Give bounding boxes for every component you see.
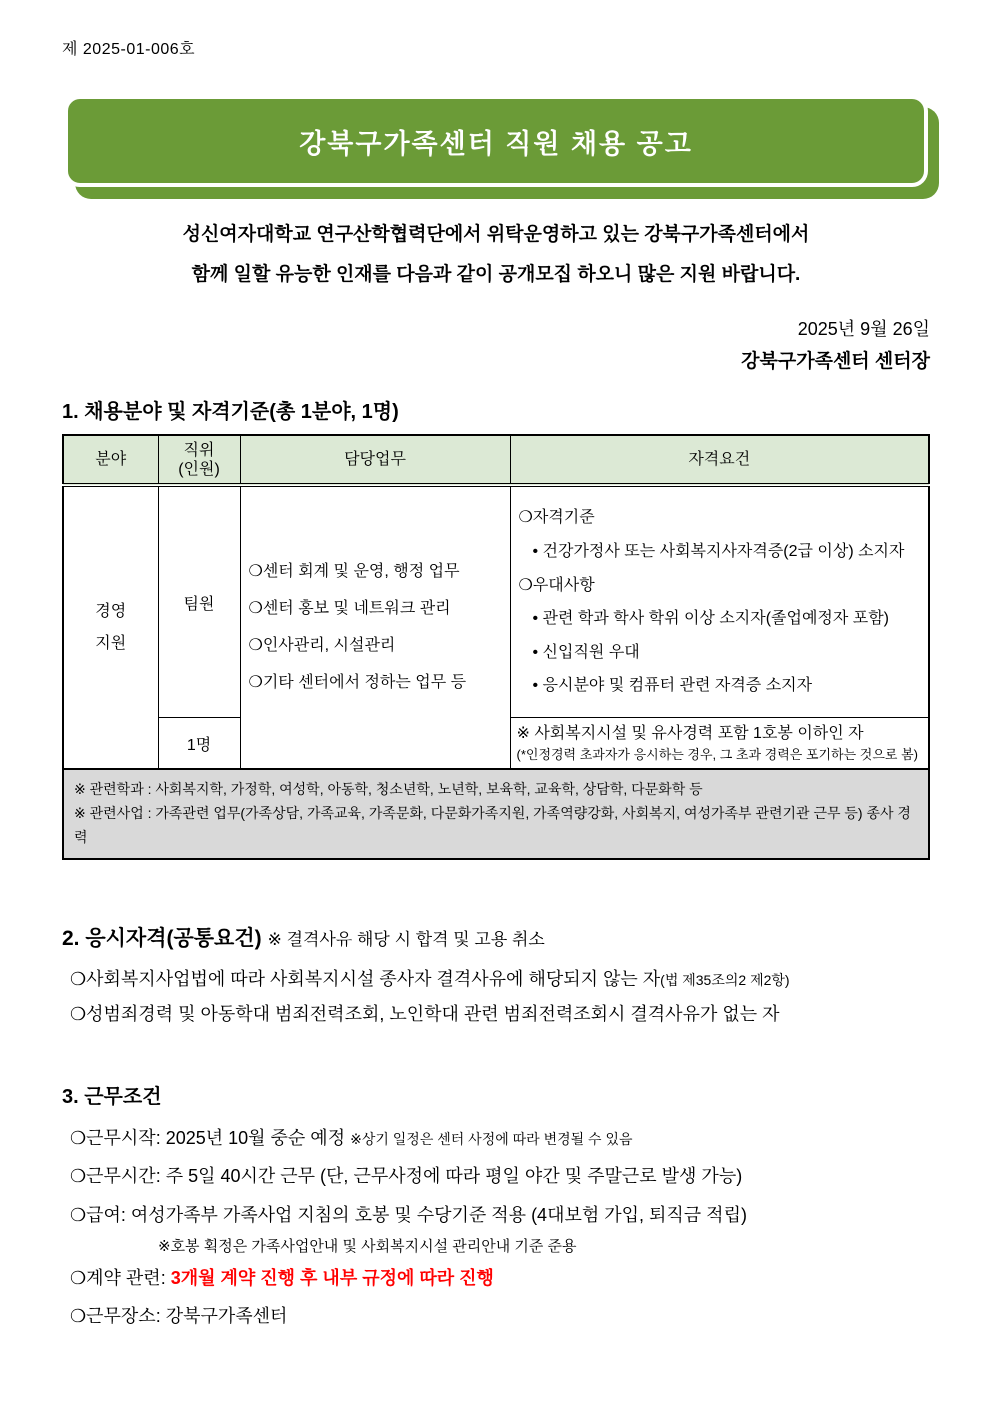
duty-item: ❍기타 센터에서 정하는 업무 등 (248, 673, 467, 691)
col-header-field: 분야 (63, 435, 158, 485)
seniority-note-cell (510, 717, 929, 769)
eligibility-item: ❍성범죄경력 및 아동학대 범죄전력조회, 노인학대 관련 범죄전력조회시 결격사유가 없는 자 (70, 1003, 780, 1024)
duty-item: ❍인사관리, 시설관리 (248, 636, 396, 654)
section3-heading: 3. 근무조건 (62, 1085, 162, 1108)
contract-item: ❍계약 관련: 3개월 계약 진행 후 내부 규정에 따라 진행 (70, 1267, 494, 1288)
requirement-item: • 관련 학과 학사 학위 이상 소지자(졸업예정자 포함) (532, 610, 889, 628)
requirement-item: ❍자격기준 (518, 509, 595, 527)
duty-item: ❍센터 회계 및 운영, 행정 업무 (248, 563, 460, 581)
notice-date: 2025년 9월 26일 (797, 318, 930, 339)
document-number: 제 2025-01-006호 (62, 41, 196, 58)
table-row (63, 485, 929, 717)
requirement-item: • 신입직원 우대 (532, 643, 640, 661)
seniority-note-main: ※ 사회복지시설 및 유사경력 포함 1호봉 이하인 자 (516, 724, 864, 742)
section2 (62, 922, 930, 1032)
related-notes-cell (63, 769, 929, 858)
headcount-cell: 1명 (158, 717, 240, 769)
work-start-note: ※상기 일정은 센터 사정에 따라 변경될 수 있음 (350, 1130, 633, 1147)
field-cell: 경영 지원 (63, 485, 158, 769)
related-work-note: ※ 관련사업 : 가족관련 업무(가족상담, 가족교육, 가족문화, 다문화가족지원, 가족역량강화, 사회복지, 여성가족부 관련기관 근무 등) 종사 경력 (74, 804, 911, 845)
duties-cell (240, 485, 510, 769)
section1-heading: 1. 채용분야 및 자격기준(총 1분야, 1명) (62, 401, 399, 424)
col-header-requirements: 자격요건 (510, 435, 929, 485)
related-majors-note: ※ 관련학과 : 사회복지학, 가정학, 여성학, 아동학, 청소년학, 노년학, 보육학, 교육학, 상담학, 다문화학 등 (74, 781, 703, 798)
work-place-item: ❍근무장소: 강북구가족센터 (70, 1306, 288, 1327)
section3 (62, 1080, 930, 1336)
law-reference: (법 제35조의2 제2항) (660, 971, 790, 988)
col-header-position: 직위 (인원) (158, 435, 240, 485)
requirements-cell (510, 485, 929, 717)
requirement-item: ❍우대사항 (518, 576, 595, 594)
date-signature-block (62, 313, 930, 380)
requirement-item: • 건강가정사 또는 사회복지사자격증(2급 이상) 소지자 (532, 542, 905, 560)
signature: 강북구가족센터 센터장 (741, 351, 930, 373)
contract-emphasis: 3개월 계약 진행 후 내부 규정에 따라 진행 (170, 1267, 494, 1288)
pay-item: ❍급여: 여성가족부 가족사업 지침의 호봉 및 수당기준 적용 (4대보험 가입, 퇴직금 적립) (70, 1205, 747, 1226)
intro-paragraph (62, 215, 930, 295)
recruitment-table (62, 434, 930, 859)
work-start-item: ❍근무시작: 2025년 10월 중순 예정 ※상기 일정은 센터 사정에 따라 변경될 수 있음 (70, 1127, 633, 1148)
intro-line-2: 함께 일할 유능한 인재를 다음과 같이 공개모집 하오니 많은 지원 바랍니다. (191, 263, 801, 285)
section2-heading-note: ※ 결격사유 해당 시 합격 및 고용 취소 (267, 929, 545, 949)
position-cell: 팀원 (158, 485, 240, 717)
intro-line-1: 성신여자대학교 연구산학협력단에서 위탁운영하고 있는 강북구가족센터에서 (182, 224, 810, 245)
title-banner (64, 95, 928, 187)
eligibility-item: ❍사회복지사업법에 따라 사회복지시설 종사자 결격사유에 해당되지 않는 자(법 제35조의2 제2항) (70, 968, 790, 989)
seniority-note-sub: (*인정경력 초과자가 응시하는 경우, 그 초과 경력은 포기하는 것으로 봄) (516, 746, 918, 762)
table-footer-row (63, 769, 929, 858)
section2-heading: 2. 응시자격(공통요건) ※ 결격사유 해당 시 합격 및 고용 취소 (62, 926, 545, 950)
pay-sub-note: ※호봉 획정은 가족사업안내 및 사회복지시설 관리안내 기준 준용 (158, 1237, 577, 1255)
page-title: 강북구가족센터 직원 채용 공고 (299, 128, 693, 159)
requirement-item: • 응시분야 및 컴퓨터 관련 자격증 소지자 (532, 677, 813, 695)
col-header-duties: 담당업무 (240, 435, 510, 485)
duty-item: ❍센터 홍보 및 네트워크 관리 (248, 599, 451, 617)
table-header-row (63, 435, 929, 485)
work-hours-item: ❍근무시간: 주 5일 40시간 근무 (단, 근무사정에 따라 평일 야간 및 주말근로 발생 가능) (70, 1166, 743, 1187)
